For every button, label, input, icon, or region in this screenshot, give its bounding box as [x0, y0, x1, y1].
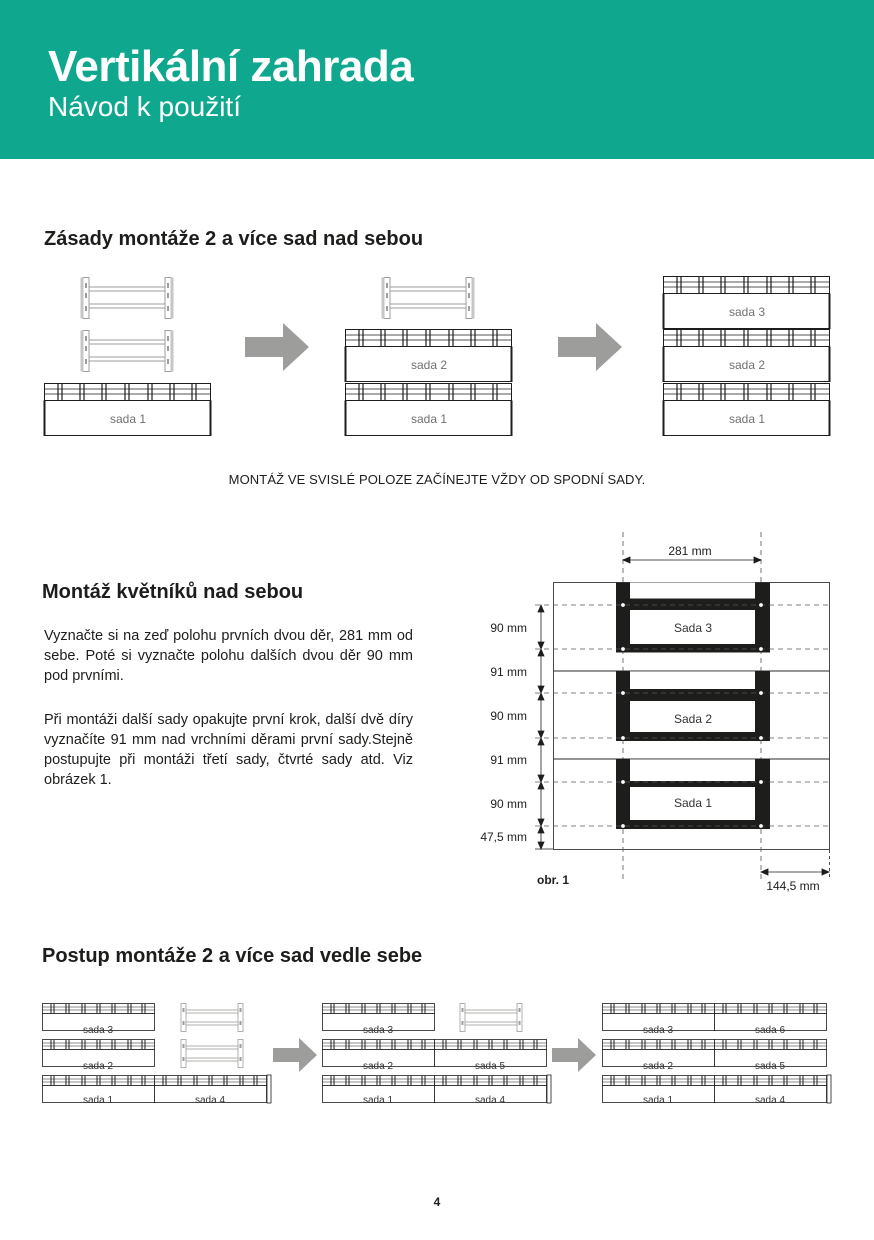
- arrow-icon: [245, 323, 309, 371]
- set-label: sada 3: [642, 1025, 674, 1036]
- set-label: sada 4: [754, 1095, 786, 1106]
- frame-set-3: [616, 583, 770, 653]
- end-cap: [547, 1075, 551, 1103]
- instruction-paragraph-2: Při montáži další sady opakujte první krok, další dvě díry vyznačíte 91 mm nad vrchními děrami první sady.Stejně postupujte při montáži třetí sady, čtvrté sady atd. Viz obrázek 1.: [44, 712, 413, 788]
- width-dimension-label: 281 mm: [668, 544, 712, 558]
- set-label: Sada 2: [673, 712, 713, 726]
- arrow-icon: [273, 1038, 317, 1072]
- set-label: sada 2: [82, 1061, 114, 1072]
- arrow-icon: [558, 323, 622, 371]
- end-cap: [827, 1075, 831, 1103]
- vertical-dimension-label: 47,5 mm: [480, 830, 527, 844]
- planter-module: [45, 384, 211, 437]
- set-label: sada 1: [642, 1095, 674, 1106]
- set-label: sada 1: [410, 412, 448, 426]
- set-label: sada 1: [728, 412, 766, 426]
- frame-bracket: [460, 1004, 522, 1032]
- planter-module: [664, 277, 830, 330]
- set-label: sada 2: [642, 1061, 674, 1072]
- arrow-icon: [552, 1038, 596, 1072]
- stacking-steps-diagram: [0, 265, 874, 465]
- step1-side-group: [43, 1004, 272, 1107]
- set-label: sada 3: [362, 1025, 394, 1036]
- step1-group: [45, 278, 211, 437]
- section-title-stacking-rules: Zásady montáže 2 a více sad nad sebou: [44, 228, 424, 250]
- set-label: sada 3: [82, 1025, 114, 1036]
- set-label: sada 5: [474, 1061, 506, 1072]
- frame-bracket: [81, 331, 174, 372]
- planter-module: [346, 330, 512, 383]
- set-label: sada 2: [362, 1061, 394, 1072]
- vertical-dimension-label: 90 mm: [490, 797, 527, 811]
- planter-module: [664, 384, 830, 437]
- set-label: Sada 3: [673, 621, 713, 635]
- offset-dimension-label: 144,5 mm: [766, 879, 820, 893]
- step2-side-group: [323, 1004, 552, 1107]
- figure-caption: obr. 1: [537, 873, 570, 887]
- set-label: sada 4: [194, 1095, 226, 1106]
- planter-module: [664, 330, 830, 383]
- set-label: sada 1: [82, 1095, 114, 1106]
- step3-group: [664, 277, 830, 437]
- bottom-up-note: MONTÁŽ VE SVISLÉ POLOZE ZAČÍNEJTE VŽDY OD SPODNÍ SADY.: [228, 472, 646, 487]
- instruction-paragraph-1: Vyznačte si na zeď polohu prvních dvou děr, 281 mm od sebe. Poté si vyznačte polohu dalších dvou děr 90 mm pod prvními.: [44, 628, 413, 684]
- header-banner: [0, 0, 874, 159]
- section-title-side-by-side: Postup montáže 2 a více sad vedle sebe: [42, 945, 423, 967]
- set-label: sada 4: [474, 1095, 506, 1106]
- frame-bracket: [382, 278, 475, 319]
- set-label: sada 2: [410, 358, 448, 372]
- frame-bracket: [181, 1040, 243, 1068]
- set-label: sada 1: [362, 1095, 394, 1106]
- planter-module: [346, 384, 512, 437]
- frame-bracket: [181, 1004, 243, 1032]
- step3-side-group: [603, 1004, 832, 1107]
- frame-set-2: [616, 671, 770, 741]
- side-by-side-steps-diagram: [0, 995, 874, 1135]
- step2-group: [346, 278, 512, 437]
- set-label: sada 5: [754, 1061, 786, 1072]
- set-label: Sada 1: [673, 796, 713, 810]
- vertical-dimension-label: 91 mm: [490, 665, 527, 679]
- mounting-dimensions-figure: [0, 520, 874, 920]
- vertical-dimension-label: 91 mm: [490, 753, 527, 767]
- vertical-dimension-label: 90 mm: [490, 709, 527, 723]
- section-title-planters-stacking: Montáž květníků nad sebou: [42, 581, 304, 603]
- end-cap: [267, 1075, 271, 1103]
- set-label: sada 6: [754, 1025, 786, 1036]
- set-label: sada 3: [728, 305, 766, 319]
- document-subtitle: Návod k použití: [48, 91, 241, 122]
- frame-set-1: [616, 759, 770, 829]
- page-number: 4: [433, 1195, 441, 1209]
- document-title: Vertikální zahrada: [48, 42, 414, 91]
- set-label: sada 1: [109, 412, 147, 426]
- frame-bracket: [81, 278, 174, 319]
- set-label: sada 2: [728, 358, 766, 372]
- vertical-dimension-label: 90 mm: [490, 621, 527, 635]
